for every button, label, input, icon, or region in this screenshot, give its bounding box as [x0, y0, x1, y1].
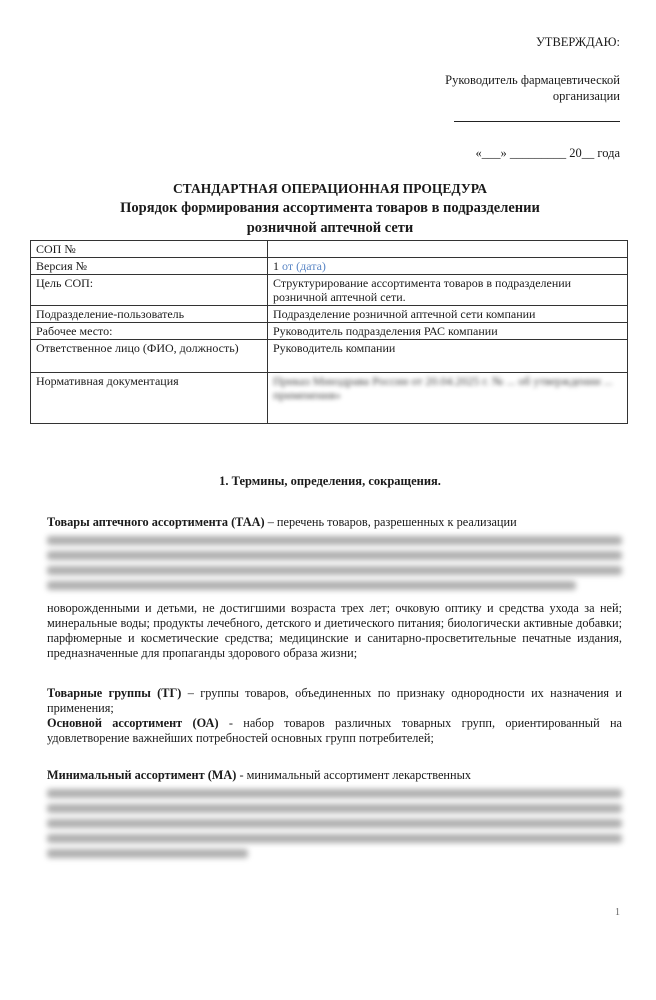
version-date: от (дата) [279, 259, 326, 273]
term-oa: Основной ассортимент (ОА) [47, 716, 219, 730]
paragraph-ma [47, 768, 622, 864]
redacted-line [47, 849, 248, 858]
redacted-line [47, 819, 622, 828]
approval-role-line2: организации [552, 89, 620, 103]
document-title-line1: СТАНДАРТНАЯ ОПЕРАЦИОННАЯ ПРОЦЕДУРА [172, 181, 488, 196]
approval-role [445, 72, 620, 104]
meta-key: Подразделение-пользователь [31, 306, 268, 323]
document-title-line3: розничной аптечной сети [246, 220, 414, 236]
redacted-line [47, 551, 622, 560]
page-number: 1 [615, 907, 620, 918]
definition-tg: – группы товаров, объединенных по признаку однородности их назначения и применения; [47, 686, 623, 715]
meta-key: Цель СОП: [31, 275, 268, 306]
table-row [31, 340, 628, 373]
meta-key: СОП № [31, 241, 268, 258]
sop-meta-table [30, 240, 628, 424]
meta-value-blurred: Приказ Минздрава России от 20.04.2025 г. № ... об утверждении ... применения» [268, 373, 628, 424]
term-tg: Товарные группы (ТГ) [47, 686, 182, 700]
meta-key: Ответственное лицо (ФИО, должность) [31, 340, 268, 373]
signature-line [454, 121, 620, 122]
paragraph-taa-continued: новорожденными и детьми, не достигшими возраста трех лет; очковую оптику и средства ухода за ней; минеральные воды; продукты лечебного, детского и диетического питания; биологически активные добавки; парфюмерные и косметические средства; медицинские и санитарно-просветительные печатные издания, предназначенные для пропаганды здорового образа жизни; [47, 601, 622, 660]
paragraph-tg [47, 686, 622, 716]
term-ma: Минимальный ассортимент (МА) [47, 768, 237, 782]
table-row [31, 275, 628, 306]
definition-taa: – перечень товаров, разрешенных к реализации [264, 515, 517, 529]
table-row [31, 323, 628, 340]
redacted-line [47, 789, 622, 798]
version-number: 1 [273, 259, 279, 273]
meta-value: Руководитель подразделения РАС компании [268, 323, 628, 340]
document-title-line2: Порядок формирования ассортимента товаров в подразделении [120, 200, 540, 216]
redacted-line [47, 834, 622, 843]
definition-ma: - минимальный ассортимент лекарственных [236, 768, 471, 782]
meta-value: Структурирование ассортимента товаров в подразделении розничной аптечной сети. [268, 275, 628, 306]
redacted-line [47, 536, 622, 545]
paragraph-oa [47, 716, 622, 746]
meta-value [268, 241, 628, 258]
meta-key: Рабочее место: [31, 323, 268, 340]
section-heading: 1. Термины, определения, сокращения. [219, 474, 441, 488]
paragraph-taa [47, 515, 622, 596]
meta-value: Подразделение розничной аптечной сети компании [268, 306, 628, 323]
meta-key: Версия № [31, 258, 268, 275]
table-row [31, 258, 628, 275]
approval-title: УТВЕРЖДАЮ: [535, 35, 620, 49]
redacted-line [47, 581, 576, 590]
meta-value: Руководитель компании [268, 340, 628, 373]
meta-key: Нормативная документация [31, 373, 268, 424]
meta-value [268, 258, 628, 275]
table-row [31, 241, 628, 258]
redacted-line [47, 804, 622, 813]
table-row [31, 306, 628, 323]
term-taa: Товары аптечного ассортимента (ТАА) [47, 515, 265, 529]
definition-oa: - набор товаров различных товарных групп, ориентированный на удовлетворение важнейших потребностей основных групп потребителей; [47, 716, 623, 745]
approval-role-line1: Руководитель фармацевтической [445, 73, 620, 87]
approval-date-line: «___» _________ 20__ года [475, 146, 620, 160]
table-row [31, 373, 628, 424]
redacted-line [47, 566, 622, 575]
